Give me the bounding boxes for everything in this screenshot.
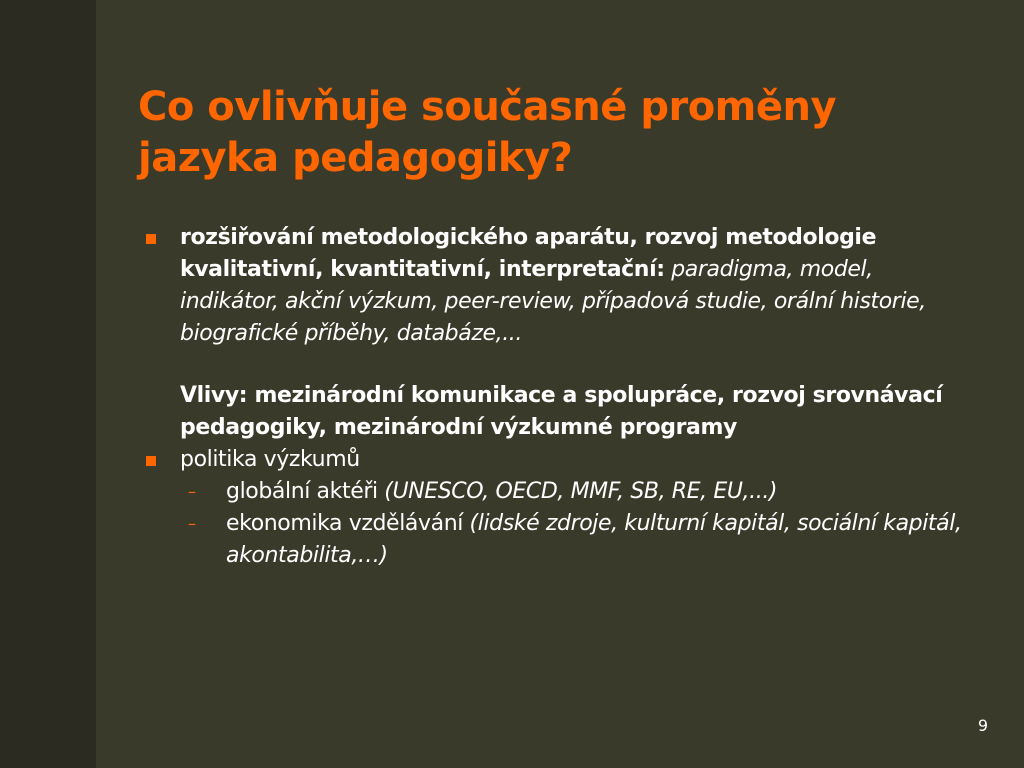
bullet-research-policy — [140, 444, 970, 476]
slide-body — [140, 222, 970, 572]
sub-item-italic: (lidské zdroje, kulturní kapitál, sociální kapitál, akontabilita,…) — [226, 511, 962, 568]
title-line-1: Co ovlivňuje současné proměny — [138, 84, 837, 130]
slide-title — [138, 82, 978, 184]
dash-icon: – — [188, 514, 196, 533]
left-band — [0, 0, 96, 768]
title-line-2: jazyka pedagogiky? — [138, 135, 573, 181]
bullet-methodology-italic: paradigma, model, indikátor, akční výzkum, peer-review, případová studie, orální historie, biografické příběhy, databáze,... — [180, 257, 926, 346]
bullet-vlivy: Vlivy: mezinárodní komunikace a spolupráce, rozvoj srovnávací pedagogiky, mezinárodní výzkumné programy — [180, 383, 943, 440]
sub-item-text: ekonomika vzdělávání — [226, 511, 463, 536]
sub-item-education-economics — [140, 508, 970, 572]
bullet-methodology — [140, 222, 970, 444]
square-bullet-icon — [146, 234, 156, 244]
dash-icon: – — [188, 482, 196, 501]
square-bullet-icon — [146, 456, 156, 466]
paragraph-gap — [180, 350, 970, 380]
bullet-methodology-bold: rozšiřování metodologického aparátu, rozvoj metodologie kvalitativní, kvantitativní, interpretační: — [180, 225, 877, 282]
page-number: 9 — [977, 716, 988, 735]
sub-item-text: globální aktéři — [226, 479, 378, 504]
sub-item-global-actors — [140, 476, 970, 508]
bullet-research-policy-text: politika výzkumů — [180, 447, 360, 472]
sub-item-italic: (UNESCO, OECD, MMF, SB, RE, EU,...) — [384, 479, 778, 504]
